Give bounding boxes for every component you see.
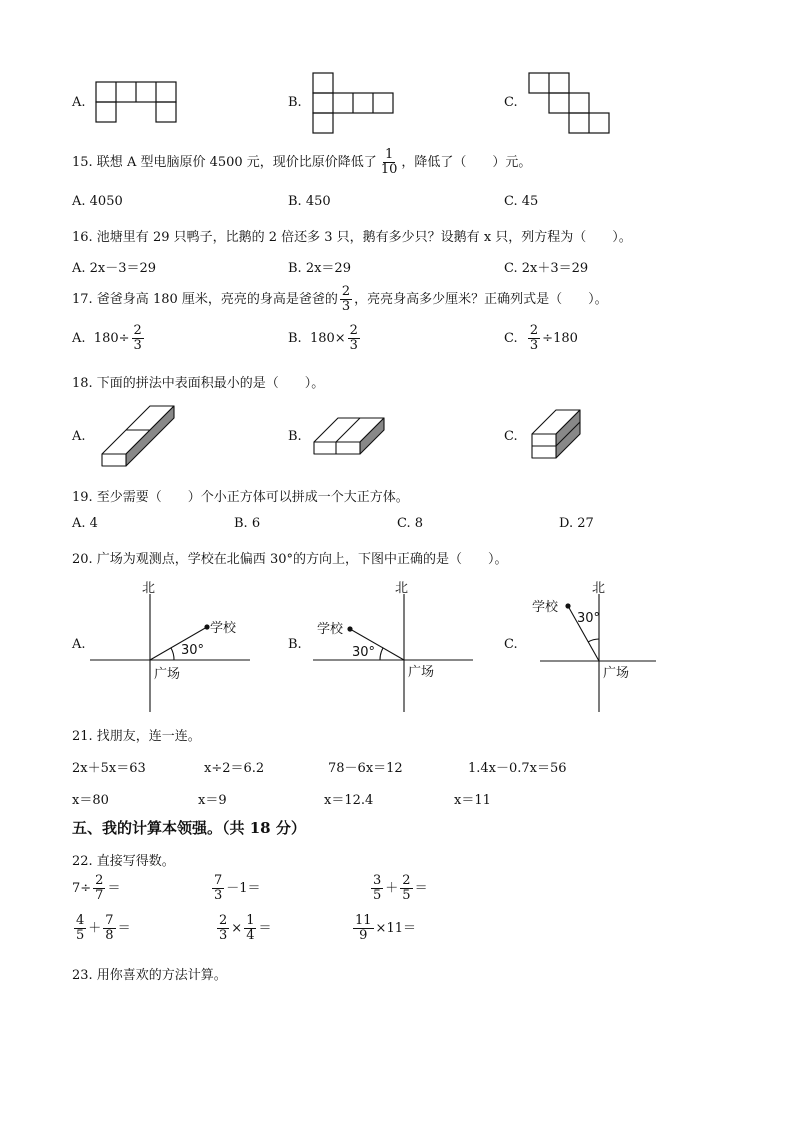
q18-label-a: A. — [72, 429, 86, 444]
q21-equation-2: x÷2＝6.2 — [204, 761, 265, 776]
net-figure-b — [312, 72, 394, 134]
q16-option-b: B. 2x＝29 — [288, 261, 351, 276]
q20-a-square: 广场 — [154, 667, 181, 682]
q18-figure-c — [530, 408, 584, 460]
q20-c-angle: 30° — [577, 611, 601, 626]
q20-a-angle: 30° — [181, 643, 205, 658]
q21-equation-3: 78－6x＝12 — [328, 761, 403, 776]
q21-solution-4: x＝11 — [454, 793, 491, 808]
q22-expr-5: $\frac{2}{3}$ × $\frac{1}{4}$ ＝ — [219, 913, 272, 943]
q21-equation-1: 2x＋5x＝63 — [72, 761, 146, 776]
q20-b-north: 北 — [395, 581, 409, 596]
q19-option-c: C. 8 — [397, 516, 424, 531]
q21-solution-1: x＝80 — [72, 793, 109, 808]
q16-text: 16. 池塘里有 29 只鸭子，比鹅的 2 倍还多 3 只，鹅有多少只？设鹅有 x 只，列方程为（ ）。 — [72, 230, 632, 245]
q16-option-c: C. 2x＋3＝29 — [504, 261, 589, 276]
net-figure-a — [95, 81, 177, 123]
q21-text: 21. 找朋友，连一连。 — [72, 729, 201, 744]
q20-label-a: A. — [72, 637, 86, 652]
q18-figure-b — [312, 416, 388, 456]
net-option-b-label: B. — [288, 95, 302, 110]
q22-expr-3: $\frac{3}{5}$ ＋ $\frac{2}{5}$ ＝ — [373, 873, 428, 903]
q21-equation-4: 1.4x－0.7x＝56 — [468, 761, 567, 776]
q17-option-c: C. $\frac{2}{3}$ ÷180 — [504, 323, 578, 353]
q20-a-school: 学校 — [210, 621, 237, 636]
q15-fraction: $\frac{1}{10}$ — [380, 147, 398, 177]
net-option-a-label: A. — [72, 95, 86, 110]
net-option-c-label: C. — [504, 95, 518, 110]
q19-option-a: A. 4 — [72, 516, 98, 531]
q17-option-b: B. 180× $\frac{2}{3}$ — [288, 323, 358, 353]
q17-option-a: A. 180÷ $\frac{2}{3}$ — [72, 323, 142, 353]
q16-option-a: A. 2x－3＝29 — [72, 261, 157, 276]
q20-c-square: 广场 — [603, 666, 630, 681]
q20-diagram-c — [532, 578, 660, 714]
q20-label-c: C. — [504, 637, 518, 652]
q20-diagram-a — [90, 578, 250, 714]
net-figure-c — [528, 72, 610, 134]
q20-b-square: 广场 — [408, 665, 435, 680]
q22-expr-2: $\frac{7}{3}$ －1＝ — [214, 873, 261, 903]
q21-solution-2: x＝9 — [198, 793, 227, 808]
q20-diagram-b — [313, 578, 473, 714]
q22-expr-4: $\frac{4}{5}$ ＋ $\frac{7}{8}$ ＝ — [76, 913, 131, 943]
q18-label-c: C. — [504, 429, 518, 444]
q15-text: 15. 联想 A 型电脑原价 4500 元，现价比原价降低了 $\frac{1}{10}$ ，降低了（ ）元。 — [72, 147, 532, 177]
q19-option-b: B. 6 — [234, 516, 261, 531]
q23-text: 23. 用你喜欢的方法计算。 — [72, 968, 227, 983]
q21-solution-3: x＝12.4 — [324, 793, 374, 808]
q22-expr-6: $\frac{11}{9}$ ×11＝ — [355, 913, 416, 943]
q17-text: 17. 爸爸身高 180 厘米，亮亮的身高是爸爸的 $\frac{2}{3}$ ，亮亮身高多少厘米？正确列式是（ ）。 — [72, 284, 608, 314]
q18-figure-a — [100, 404, 180, 470]
q20-c-north: 北 — [592, 581, 606, 596]
q20-a-north: 北 — [142, 581, 156, 596]
q15-option-b: B. 450 — [288, 194, 331, 209]
q19-option-d: D. 27 — [559, 516, 594, 531]
q15-option-a: A. 4050 — [72, 194, 123, 209]
section-5-title: 五、我的计算本领强。（共 18 分） — [72, 819, 306, 837]
q18-text: 18. 下面的拼法中表面积最小的是（ ）。 — [72, 376, 325, 391]
q18-label-b: B. — [288, 429, 302, 444]
q19-text: 19. 至少需要（ ）个小正方体可以拼成一个大正方体。 — [72, 490, 409, 505]
q22-text: 22. 直接写得数。 — [72, 854, 175, 869]
q20-label-b: B. — [288, 637, 302, 652]
q22-expr-1: 7÷ $\frac{2}{7}$ ＝ — [72, 873, 121, 903]
q20-c-school: 学校 — [532, 600, 559, 615]
q20-b-school: 学校 — [317, 622, 344, 637]
q20-b-angle: 30° — [352, 645, 376, 660]
q17-fraction: $\frac{2}{3}$ — [341, 284, 351, 314]
q15-option-c: C. 45 — [504, 194, 539, 209]
q20-text: 20. 广场为观测点，学校在北偏西 30°的方向上，下图中正确的是（ ）。 — [72, 552, 508, 567]
